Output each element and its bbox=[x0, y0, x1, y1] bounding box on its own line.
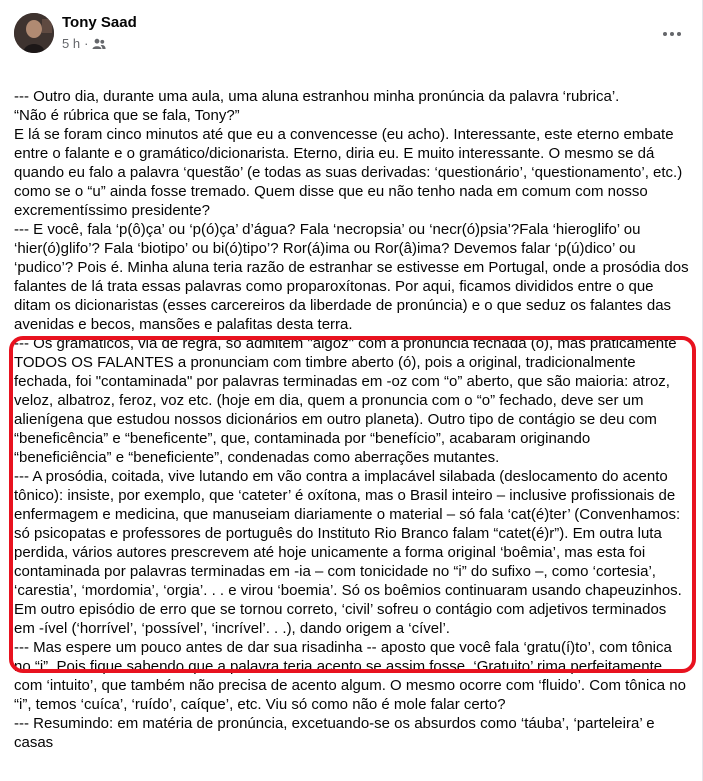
post-header bbox=[0, 0, 703, 70]
post-paragraph-3: --- Os gramáticos, via de regra, só admitem "algoz" com a pronúncia fechada (ô), mas praticamente TODOS OS FALANTES a pronunciam com timbre aberto (ó), pois a original, tradicionalmente fechada, foi "contaminada" por palavras terminadas em -oz com “o” aberto, que são maioria: atroz, veloz, albatroz, feroz, voz etc. (hoje em dia, quem a pronuncia com o “o” fechado, deve ser um alienígena que estudou nossos dicionários em outro planeta). Outro tipo de contágio se deu com “beneficência” e “beneficente”, que, contaminada por “benefício”, acabaram originando “beneficiência” e “beneficiente”, condenadas como aberrações mutantes. bbox=[14, 335, 681, 466]
post-paragraph-2: --- E você, fala ‘p(ô)ça’ ou ‘p(ó)ça’ d’água? Fala ‘necropsia’ ou ‘necr(ó)psia’?Fala ‘hieroglifo’ ou ‘hier(ó)glifo’? Fala ‘biotipo’ ou bi(ó)tipo’? Ror(á)ima ou Ror(â)ima? Devemos falar ‘p(ú)dico’ ou ‘pudico’? Pois é. Minha aluna teria razão de estranhar se estivesse em Portugal, onde a prosódia dos falantes de lá trata essas palavras como proparoxítonas. Por aqui, ficamos divididos entre o que ditam os dicionaristas (esses carcereiros da liberdade de pronúncia) e o que seduz os falantes das avenidas e becos, mansões e palafitas desta terra. bbox=[14, 221, 693, 333]
post-paragraph-6: --- Resumindo: em matéria de pronúncia, excetuando-se os absurdos como ‘táuba’, ‘parteleira’ e casas bbox=[14, 715, 659, 751]
post-timestamp[interactable]: 5 h bbox=[62, 36, 81, 51]
post-body bbox=[14, 87, 693, 752]
avatar[interactable] bbox=[14, 13, 54, 53]
post-paragraph-1: --- Outro dia, durante uma aula, uma aluna estranhou minha pronúncia da palavra ‘rubrica’. “Não é rúbrica que se fala, Tony?” E lá se foram cinco minutos até que eu a convencesse (eu acho). Interessante, este eterno embate entre o falante e o gramático/dicionarista. Eterno, diria eu. E muito interessante. O mesmo se dá quando eu falo a palavra ‘questão’ (e todas as suas derivadas: ‘questionário’, ‘questionamento’, etc.) como se o “u” ainda fosse tremado. Quem disse que eu não tenho nada em comum com nosso excrementíssimo presidente? bbox=[14, 88, 683, 219]
meta-separator: · bbox=[84, 36, 89, 51]
more-horizontal-icon[interactable] bbox=[656, 18, 688, 50]
author-name[interactable]: Tony Saad bbox=[62, 14, 137, 31]
friends-icon[interactable] bbox=[92, 38, 106, 50]
post-paragraph-4: --- A prosódia, coitada, vive lutando em vão contra a implacável silabada (deslocamento do acento tônico): insiste, por exemplo, que ‘cateter’ é oxítona, mas o Brasil inteiro – inclusive profissionais de enfermagem e medicina, que manuseiam diariamente o material – só fala ‘cat(é)ter’ (Convenhamos: só psicopatas e professores de português do Instituto Rio Branco falam “catet(é)r”). Em outra luta perdida, vários autores prescrevem até hoje unicamente a forma original ‘boêmia’, mas esta foi contaminada por palavras terminadas em -ia – com tonicidade no “i” do sufixo –, como ‘cortesia’, ‘carestia’, ‘mordomia’, ‘orgia’. . . e virou ‘boemia’. Só os boêmios continuaram usando chapeuzinhos. Em outro episódio de erro que se tornou correto, ‘civil’ sofreu o contágio com adjetivos terminados em -ível (‘horrível’, ‘possível’, ‘incrível’. . .), dando origem a ‘cível’. bbox=[14, 468, 687, 637]
post-paragraph-5: --- Mas espere um pouco antes de dar sua risadinha -- aposto que você fala ‘gratu(í)to’, com tônica no “i”. Pois fique sabendo que a palavra teria acento se assim fosse. ‘Gratuito’ rima perfeitamente com ‘intuito’, que também não precisa de acento algum. O mesmo ocorre com ‘fluido’. Com tônica no “i”, temos ‘cuíca’, ‘ruído’, caíque’, etc. Viu só como não é mole falar certo? bbox=[14, 639, 691, 713]
post-meta bbox=[62, 36, 106, 51]
